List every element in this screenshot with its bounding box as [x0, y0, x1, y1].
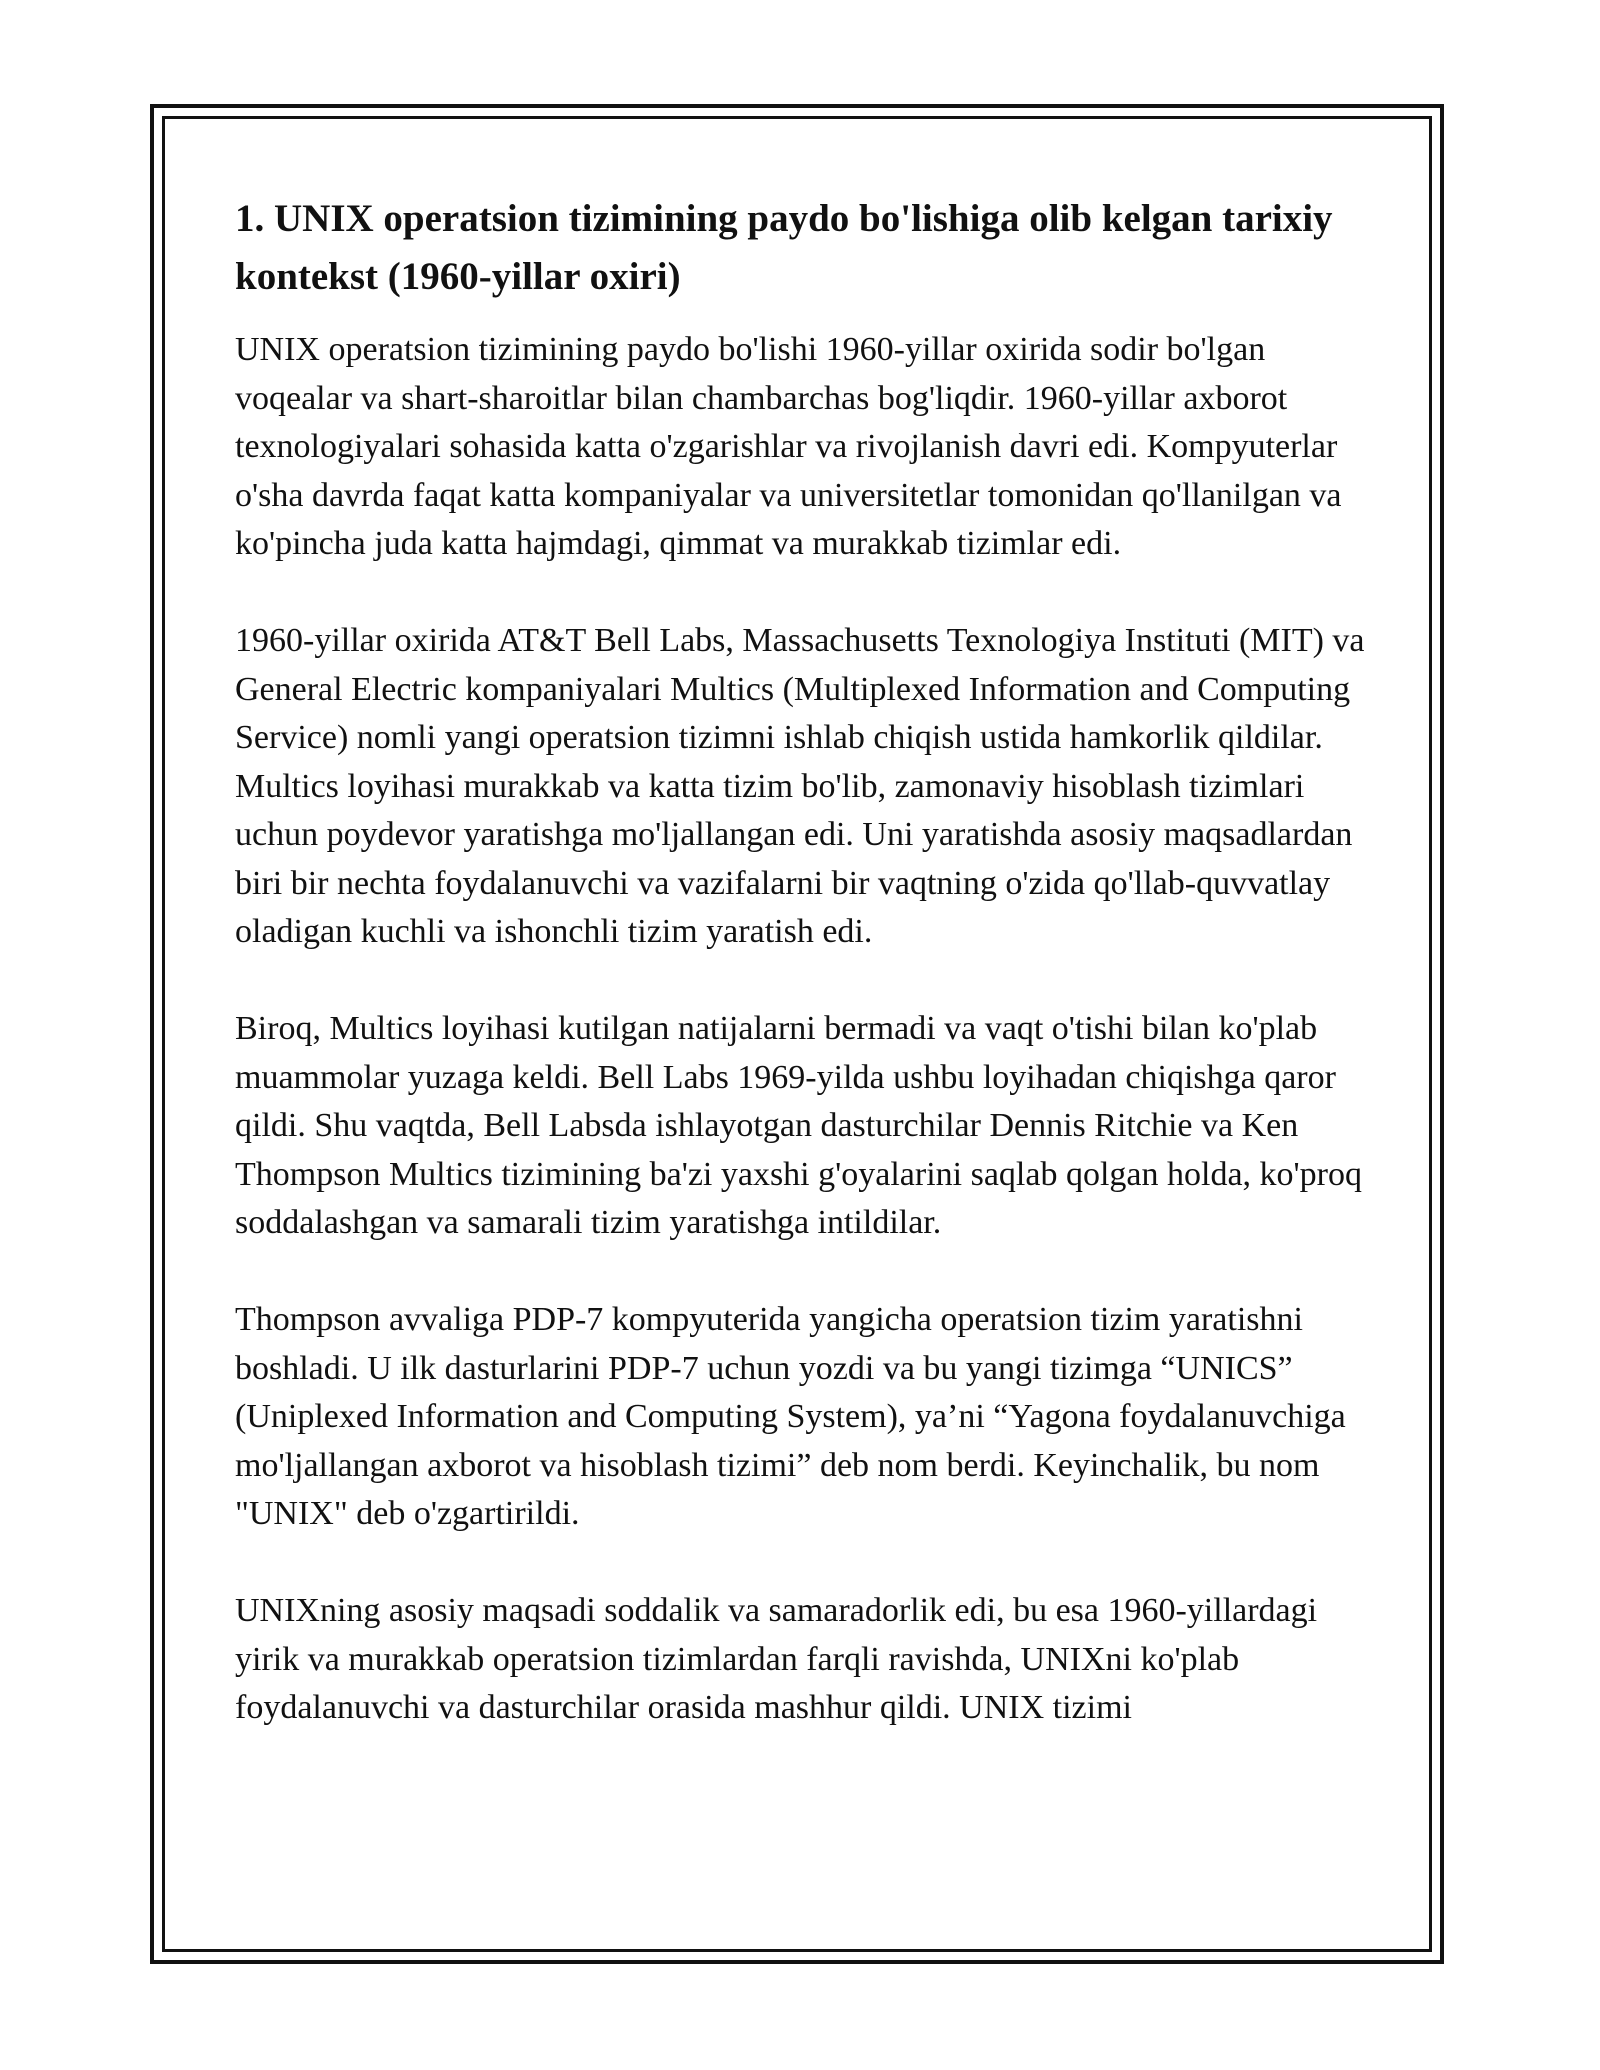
paragraph-4: Thompson avvaliga PDP-7 kompyuterida yangicha operatsion tizim yaratishni boshladi. U ilk dasturlarini PDP-7 uchun yozdi va bu yangi tizimga “UNICS” (Uniplexed Information and Computing System), ya’ni “Yagona foydalanuvchiga mo'ljallangan axborot va hisoblash tizimi” deb nom berdi. Keyinchalik, bu nom "UNIX" deb o'zgartirildi.	[235, 1301, 1346, 1532]
section-heading: 1. UNIX operatsion tizimining paydo bo'lishiga olib kelgan tarixiy kontekst (1960-yillar oxiri)	[235, 197, 1333, 298]
document-body	[235, 190, 1370, 1733]
paragraph-5: UNIXning asosiy maqsadi soddalik va samaradorlik edi, bu esa 1960-yillardagi yirik va murakkab operatsion tizimlardan farqli ravishda, UNIXni ko'plab foydalanuvchi va dasturchilar orasida mashhur qildi. UNIX tizimi	[235, 1592, 1318, 1726]
paragraph-2: 1960-yillar oxirida AT&T Bell Labs, Massachusetts Texnologiya Instituti (MIT) va General Electric kompaniyalari Multics (Multiplexed Information and Computing Service) nomli yangi operatsion tizimni ishlab chiqish ustida hamkorlik qildilar. Multics loyihasi murakkab va katta tizim bo'lib, zamonaviy hisoblash tizimlari uchun poydevor yaratishga mo'ljallangan edi. Uni yaratishda asosiy maqsadlardan biri bir nechta foydalanuvchi va vazifalarni bir vaqtning o'zida qo'llab-quvvatlay oladigan kuchli va ishonchli tizim yaratish edi.	[235, 622, 1365, 950]
paragraph-1: UNIX operatsion tizimining paydo bo'lishi 1960-yillar oxirida sodir bo'lgan voqealar va shart-sharoitlar bilan chambarchas bog'liqdir. 1960-yillar axborot texnologiyalari sohasida katta o'zgarishlar va rivojlanish davri edi. Kompyuterlar o'sha davrda faqat katta kompaniyalar va universitetlar tomonidan qo'llanilgan va ko'pincha juda katta hajmdagi, qimmat va murakkab tizimlar edi.	[235, 331, 1342, 562]
paragraph-3: Biroq, Multics loyihasi kutilgan natijalarni bermadi va vaqt o'tishi bilan ko'plab muammolar yuzaga keldi. Bell Labs 1969-yilda ushbu loyihadan chiqishga qaror qildi. Shu vaqtda, Bell Labsda ishlayotgan dasturchilar Dennis Ritchie va Ken Thompson Multics tizimining ba'zi yaxshi g'oyalarini saqlab qolgan holda, ko'proq soddalashgan va samarali tizim yaratishga intildilar.	[235, 1010, 1362, 1241]
